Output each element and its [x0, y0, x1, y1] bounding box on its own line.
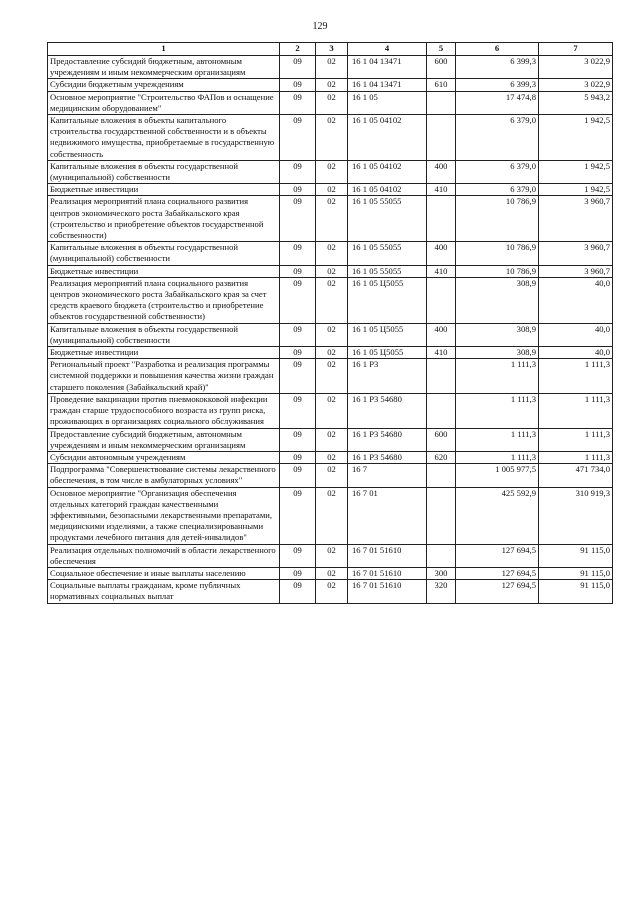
row-expense-type-cell	[427, 359, 456, 394]
header-cell: 5	[427, 43, 456, 56]
row-amount-1-cell: 10 786,9	[456, 196, 539, 242]
row-amount-1-cell: 1 005 977,5	[456, 464, 539, 487]
row-subsection-cell: 02	[316, 160, 348, 183]
row-subsection-cell: 02	[316, 580, 348, 603]
row-amount-2-cell: 1 942,5	[539, 184, 613, 196]
row-amount-2-cell: 1 942,5	[539, 115, 613, 161]
row-section-cell: 09	[280, 580, 316, 603]
row-expense-type-cell	[427, 115, 456, 161]
row-name-cell: Бюджетные инвестиции	[48, 184, 280, 196]
row-amount-2-cell: 3 960,7	[539, 265, 613, 277]
row-target-article-cell: 16 1 05 04102	[348, 160, 427, 183]
row-section-cell: 09	[280, 428, 316, 451]
header-cell: 1	[48, 43, 280, 56]
row-name-cell: Капитальные вложения в объекты государственной (муниципальной) собственности	[48, 323, 280, 346]
row-expense-type-cell: 400	[427, 242, 456, 265]
header-cell: 6	[456, 43, 539, 56]
row-amount-2-cell: 3 960,7	[539, 196, 613, 242]
row-expense-type-cell	[427, 91, 456, 114]
table-row	[48, 487, 613, 544]
row-subsection-cell: 02	[316, 451, 348, 463]
row-section-cell: 09	[280, 393, 316, 428]
table-row	[48, 428, 613, 451]
row-subsection-cell: 02	[316, 184, 348, 196]
row-target-article-cell: 16 1 P3 54680	[348, 451, 427, 463]
row-subsection-cell: 02	[316, 115, 348, 161]
row-amount-1-cell: 6 399,3	[456, 79, 539, 91]
row-section-cell: 09	[280, 347, 316, 359]
row-expense-type-cell: 620	[427, 451, 456, 463]
row-expense-type-cell: 610	[427, 79, 456, 91]
row-target-article-cell: 16 1 04 13471	[348, 56, 427, 79]
row-section-cell: 09	[280, 464, 316, 487]
row-target-article-cell: 16 7 01 51610	[348, 567, 427, 579]
row-section-cell: 09	[280, 160, 316, 183]
row-amount-2-cell: 91 115,0	[539, 544, 613, 567]
row-section-cell: 09	[280, 277, 316, 323]
row-target-article-cell: 16 1 05 Ц5055	[348, 347, 427, 359]
row-amount-2-cell: 40,0	[539, 277, 613, 323]
row-expense-type-cell: 410	[427, 347, 456, 359]
table-row	[48, 393, 613, 428]
table-row	[48, 359, 613, 394]
row-expense-type-cell: 410	[427, 184, 456, 196]
table-row	[48, 160, 613, 183]
row-subsection-cell: 02	[316, 393, 348, 428]
row-subsection-cell: 02	[316, 56, 348, 79]
row-section-cell: 09	[280, 184, 316, 196]
row-subsection-cell: 02	[316, 91, 348, 114]
row-subsection-cell: 02	[316, 277, 348, 323]
row-amount-1-cell: 6 379,0	[456, 115, 539, 161]
row-amount-2-cell: 471 734,0	[539, 464, 613, 487]
row-expense-type-cell: 600	[427, 56, 456, 79]
row-name-cell: Реализация мероприятий плана социального развития центров экономического роста Забайкальского края за счет средств краевого бюджета (строительство и приобретение объектов государственной собственности)	[48, 277, 280, 323]
row-amount-1-cell: 6 379,0	[456, 160, 539, 183]
table-row	[48, 567, 613, 579]
row-subsection-cell: 02	[316, 567, 348, 579]
row-amount-1-cell: 1 111,3	[456, 428, 539, 451]
table-row	[48, 56, 613, 79]
row-subsection-cell: 02	[316, 242, 348, 265]
row-amount-1-cell: 127 694,5	[456, 567, 539, 579]
row-name-cell: Субсидии бюджетным учреждениям	[48, 79, 280, 91]
row-section-cell: 09	[280, 79, 316, 91]
table-row	[48, 265, 613, 277]
row-name-cell: Бюджетные инвестиции	[48, 347, 280, 359]
row-amount-2-cell: 5 943,2	[539, 91, 613, 114]
table-row	[48, 115, 613, 161]
row-amount-2-cell: 1 111,3	[539, 428, 613, 451]
row-amount-2-cell: 40,0	[539, 347, 613, 359]
row-section-cell: 09	[280, 359, 316, 394]
table-row	[48, 347, 613, 359]
row-expense-type-cell: 600	[427, 428, 456, 451]
row-amount-1-cell: 308,9	[456, 347, 539, 359]
row-section-cell: 09	[280, 196, 316, 242]
table-row	[48, 91, 613, 114]
header-cell: 4	[348, 43, 427, 56]
row-amount-2-cell: 1 111,3	[539, 451, 613, 463]
row-name-cell: Реализация мероприятий плана социального развития центров экономического роста Забайкальского края (строительство и приобретение объектов государственной собственности)	[48, 196, 280, 242]
row-name-cell: Субсидии автономным учреждениям	[48, 451, 280, 463]
row-name-cell: Предоставление субсидий бюджетным, автономным учреждениям и иным некоммерческим организациям	[48, 56, 280, 79]
row-target-article-cell: 16 7 01 51610	[348, 544, 427, 567]
row-subsection-cell: 02	[316, 347, 348, 359]
table-row	[48, 464, 613, 487]
row-section-cell: 09	[280, 544, 316, 567]
row-section-cell: 09	[280, 323, 316, 346]
row-amount-1-cell: 17 474,8	[456, 91, 539, 114]
table-row	[48, 451, 613, 463]
row-subsection-cell: 02	[316, 487, 348, 544]
row-target-article-cell: 16 1 05 55055	[348, 242, 427, 265]
row-name-cell: Бюджетные инвестиции	[48, 265, 280, 277]
row-subsection-cell: 02	[316, 464, 348, 487]
header-row	[48, 43, 613, 56]
row-target-article-cell: 16 1 05 04102	[348, 115, 427, 161]
row-name-cell: Капитальные вложения в объекты капитального строительства государственной собственности и в объекты недвижимого имущества, приобретаемые в государственную собственность	[48, 115, 280, 161]
row-amount-2-cell: 3 022,9	[539, 56, 613, 79]
row-target-article-cell: 16 1 05 55055	[348, 196, 427, 242]
row-section-cell: 09	[280, 242, 316, 265]
row-target-article-cell: 16 7 01	[348, 487, 427, 544]
table-row	[48, 184, 613, 196]
row-target-article-cell: 16 1 05 55055	[348, 265, 427, 277]
table-row	[48, 196, 613, 242]
row-amount-1-cell: 308,9	[456, 323, 539, 346]
row-name-cell: Основное мероприятие "Строительство ФАПов и оснащение медицинским оборудованием"	[48, 91, 280, 114]
row-amount-2-cell: 91 115,0	[539, 580, 613, 603]
header-cell: 7	[539, 43, 613, 56]
row-amount-1-cell: 1 111,3	[456, 393, 539, 428]
row-amount-2-cell: 3 022,9	[539, 79, 613, 91]
row-target-article-cell: 16 1 05 04102	[348, 184, 427, 196]
row-name-cell: Региональный проект "Разработка и реализация программы системной поддержки и повышения качества жизни граждан старшего поколения (Забайкальский край)"	[48, 359, 280, 394]
row-subsection-cell: 02	[316, 196, 348, 242]
table-row	[48, 277, 613, 323]
row-expense-type-cell	[427, 277, 456, 323]
row-amount-1-cell: 308,9	[456, 277, 539, 323]
row-expense-type-cell: 400	[427, 160, 456, 183]
row-name-cell: Проведение вакцинации против пневмококковой инфекции граждан старше трудоспособного возраста из групп риска, проживающих в организациях социального обслуживания	[48, 393, 280, 428]
row-subsection-cell: 02	[316, 265, 348, 277]
row-expense-type-cell	[427, 487, 456, 544]
row-name-cell: Капитальные вложения в объекты государственной (муниципальной) собственности	[48, 160, 280, 183]
page-number: 129	[312, 21, 328, 32]
row-target-article-cell: 16 1 P3	[348, 359, 427, 394]
row-expense-type-cell: 300	[427, 567, 456, 579]
row-section-cell: 09	[280, 115, 316, 161]
row-target-article-cell: 16 1 P3 54680	[348, 428, 427, 451]
row-section-cell: 09	[280, 487, 316, 544]
row-name-cell: Социальные выплаты гражданам, кроме публичных нормативных социальных выплат	[48, 580, 280, 603]
row-name-cell: Реализация отдельных полномочий в области лекарственного обеспечения	[48, 544, 280, 567]
row-amount-1-cell: 127 694,5	[456, 580, 539, 603]
row-amount-1-cell: 10 786,9	[456, 242, 539, 265]
row-amount-2-cell: 1 942,5	[539, 160, 613, 183]
row-subsection-cell: 02	[316, 359, 348, 394]
row-amount-1-cell: 425 592,9	[456, 487, 539, 544]
table-row	[48, 79, 613, 91]
row-name-cell: Социальное обеспечение и иные выплаты населению	[48, 567, 280, 579]
row-subsection-cell: 02	[316, 544, 348, 567]
row-target-article-cell: 16 1 04 13471	[348, 79, 427, 91]
row-amount-2-cell: 91 115,0	[539, 567, 613, 579]
row-amount-2-cell: 3 960,7	[539, 242, 613, 265]
row-subsection-cell: 02	[316, 323, 348, 346]
row-name-cell: Основное мероприятие "Организация обеспечения отдельных категорий граждан качественными эффективными, безопасными лекарственными препаратами, медицинскими изделиями, а также специализированными продуктами лечебного питания для детей-инвалидов"	[48, 487, 280, 544]
row-target-article-cell: 16 1 05 Ц5055	[348, 323, 427, 346]
row-target-article-cell: 16 7 01 51610	[348, 580, 427, 603]
row-expense-type-cell: 410	[427, 265, 456, 277]
header-cell: 3	[316, 43, 348, 56]
row-amount-1-cell: 6 399,3	[456, 56, 539, 79]
table-row	[48, 544, 613, 567]
row-section-cell: 09	[280, 265, 316, 277]
row-expense-type-cell	[427, 393, 456, 428]
row-target-article-cell: 16 1 05 Ц5055	[348, 277, 427, 323]
row-amount-2-cell: 1 111,3	[539, 359, 613, 394]
row-amount-2-cell: 310 919,3	[539, 487, 613, 544]
row-section-cell: 09	[280, 56, 316, 79]
row-subsection-cell: 02	[316, 428, 348, 451]
row-amount-1-cell: 1 111,3	[456, 359, 539, 394]
row-expense-type-cell: 400	[427, 323, 456, 346]
row-name-cell: Подпрограмма "Совершенствование системы лекарственного обеспечения, в том числе в амбулаторных условиях"	[48, 464, 280, 487]
row-amount-2-cell: 40,0	[539, 323, 613, 346]
table-row	[48, 323, 613, 346]
row-target-article-cell: 16 1 05	[348, 91, 427, 114]
row-subsection-cell: 02	[316, 79, 348, 91]
row-expense-type-cell	[427, 196, 456, 242]
row-amount-2-cell: 1 111,3	[539, 393, 613, 428]
row-section-cell: 09	[280, 567, 316, 579]
table-row	[48, 580, 613, 603]
row-name-cell: Предоставление субсидий бюджетным, автономным учреждениям и иным некоммерческим организациям	[48, 428, 280, 451]
row-name-cell: Капитальные вложения в объекты государственной (муниципальной) собственности	[48, 242, 280, 265]
row-expense-type-cell: 320	[427, 580, 456, 603]
row-amount-1-cell: 127 694,5	[456, 544, 539, 567]
row-amount-1-cell: 10 786,9	[456, 265, 539, 277]
row-expense-type-cell	[427, 544, 456, 567]
row-amount-1-cell: 6 379,0	[456, 184, 539, 196]
row-target-article-cell: 16 7	[348, 464, 427, 487]
row-expense-type-cell	[427, 464, 456, 487]
row-section-cell: 09	[280, 91, 316, 114]
table-row	[48, 242, 613, 265]
header-cell: 2	[280, 43, 316, 56]
row-target-article-cell: 16 1 P3 54680	[348, 393, 427, 428]
budget-table	[47, 42, 613, 604]
row-amount-1-cell: 1 111,3	[456, 451, 539, 463]
row-section-cell: 09	[280, 451, 316, 463]
